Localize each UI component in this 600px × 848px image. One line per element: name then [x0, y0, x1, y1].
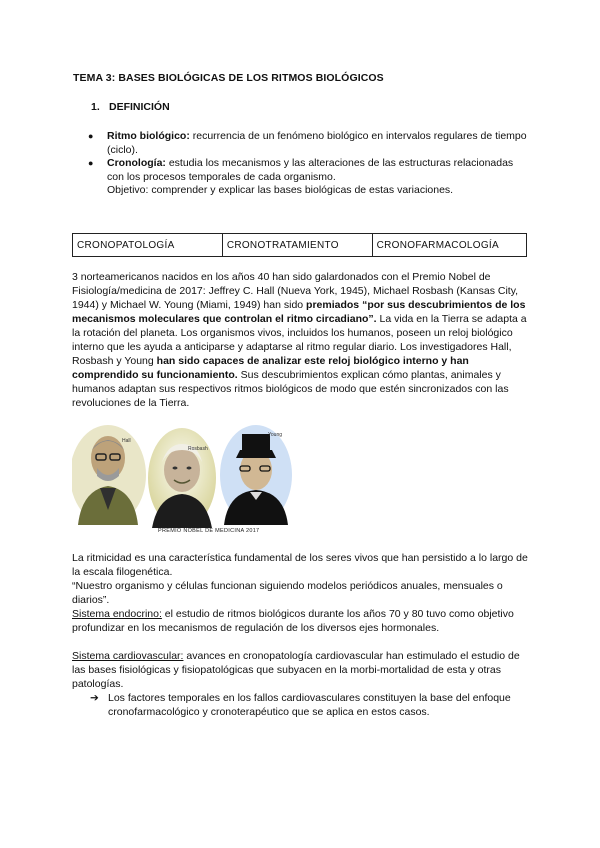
- svg-text:Young: Young: [268, 432, 282, 438]
- rhythm-quote: “Nuestro organismo y células funcionan siguiendo modelos periódicos anuales, mensuales o diarios”.: [72, 580, 503, 606]
- bold-run: han sido capaces de analizar este reloj biológico interno y han comprendido su funcionamiento.: [72, 355, 469, 381]
- bullet-cronologia: [88, 157, 528, 198]
- arrow-item-text: Los factores temporales en los fallos cardiovasculares constituyen la base del enfoque cronofarmacológico y cronoterapéutico que se aplica en estos casos.: [108, 692, 511, 718]
- section-title: DEFINICIÓN: [109, 101, 170, 113]
- rhythm-paragraph: La ritmicidad es una característica fundamental de los seres vivos que han persistido a lo largo de la escala filogenética.: [72, 552, 528, 578]
- section-number: 1.: [91, 101, 100, 113]
- cardio-text: avances en cronopatología cardiovascular han estimulado el estudio de las bases fisiológicas y fisiopatológicas que subyacen en la morbi-mortalidad de esta y otras patologías.: [72, 650, 520, 690]
- text-run: 3 norteamericanos nacidos en los años 40 han sido galardonados con el Premio Nobel de Fisiología/medicina de 2017: Jeffrey C. Hall (Nueva York, 1945), Michael Rosbash (Kansas City, 1944) y Michael W. Young (Miami, 1949) han sido: [72, 271, 519, 311]
- photo-caption: PREMIO NOBEL DE MEDICINA 2017: [158, 528, 260, 534]
- cardio-paragraph: [72, 649, 528, 691]
- rhythm-section: [72, 551, 528, 719]
- laureate-portrait-1: [72, 425, 146, 525]
- endocrine-paragraph: [72, 607, 528, 635]
- bullet-term: Cronología:: [107, 157, 166, 169]
- section-heading: [91, 101, 170, 113]
- text-run: Sus descubrimientos explican cómo plantas, animales y humanos adaptan sus respectivos ritmos biológicos de modo que estén sincronizados con las revoluciones de la Tierra.: [72, 369, 509, 409]
- laureate-portrait-3: [220, 425, 292, 525]
- svg-text:Hall: Hall: [122, 438, 131, 444]
- bullet-ritmo-biologico: [88, 130, 528, 157]
- bullet-text: recurrencia de un fenómeno biológico en intervalos regulares de tiempo (ciclo).: [107, 130, 527, 156]
- table-row: [73, 234, 527, 257]
- bullet-dot-icon: ●: [88, 158, 94, 168]
- bullet-term: Ritmo biológico:: [107, 130, 190, 142]
- endocrine-term: Sistema endocrino:: [72, 608, 162, 620]
- bullet-dot-icon: ●: [88, 131, 94, 141]
- definition-list: [88, 130, 528, 198]
- cardio-arrow-item: [72, 691, 528, 719]
- arrow-right-icon: ➔: [90, 692, 99, 704]
- bold-run: premiados “por sus descubrimientos de los mecanismos moleculares que controlan el ritmo circadiano”.: [72, 299, 526, 325]
- nobel-laureates-photo: [72, 420, 316, 540]
- table-cell-cronotratamiento: CRONOTRATAMIENTO: [222, 234, 372, 257]
- bullet-extra-text: Objetivo: comprender y explicar las bases biológicas de estas variaciones.: [107, 184, 454, 196]
- terms-table: [72, 233, 527, 257]
- text-run: La vida en la Tierra se adapta a la rotación del planeta. Los organismos vivos, incluidos los humanos, poseen un reloj biológico interno que les ayuda a anticiparse y adaptarse al ritmo regular diario. Los investigadores Hall, Rosbash y Young: [72, 313, 527, 367]
- svg-text:Rosbash: Rosbash: [188, 446, 208, 452]
- laureate-portrait-2: [148, 428, 216, 528]
- table-cell-cronopatologia: CRONOPATOLOGÍA: [73, 234, 223, 257]
- nobel-paragraph: [72, 270, 528, 410]
- bullet-text: estudia los mecanismos y las alteraciones de las estructuras relacionadas con los procesos temporales de cada organismo.: [107, 157, 514, 183]
- cardio-term: Sistema cardiovascular:: [72, 650, 184, 662]
- document-title: TEMA 3: BASES BIOLÓGICAS DE LOS RITMOS BIOLÓGICOS: [73, 72, 384, 84]
- endocrine-text: el estudio de ritmos biológicos durante los años 70 y 80 tuvo como objetivo profundizar en los mecanismos de regulación de los diversos ejes hormonales.: [72, 608, 514, 634]
- table-cell-cronofarmacologia: CRONOFARMACOLOGÍA: [372, 234, 526, 257]
